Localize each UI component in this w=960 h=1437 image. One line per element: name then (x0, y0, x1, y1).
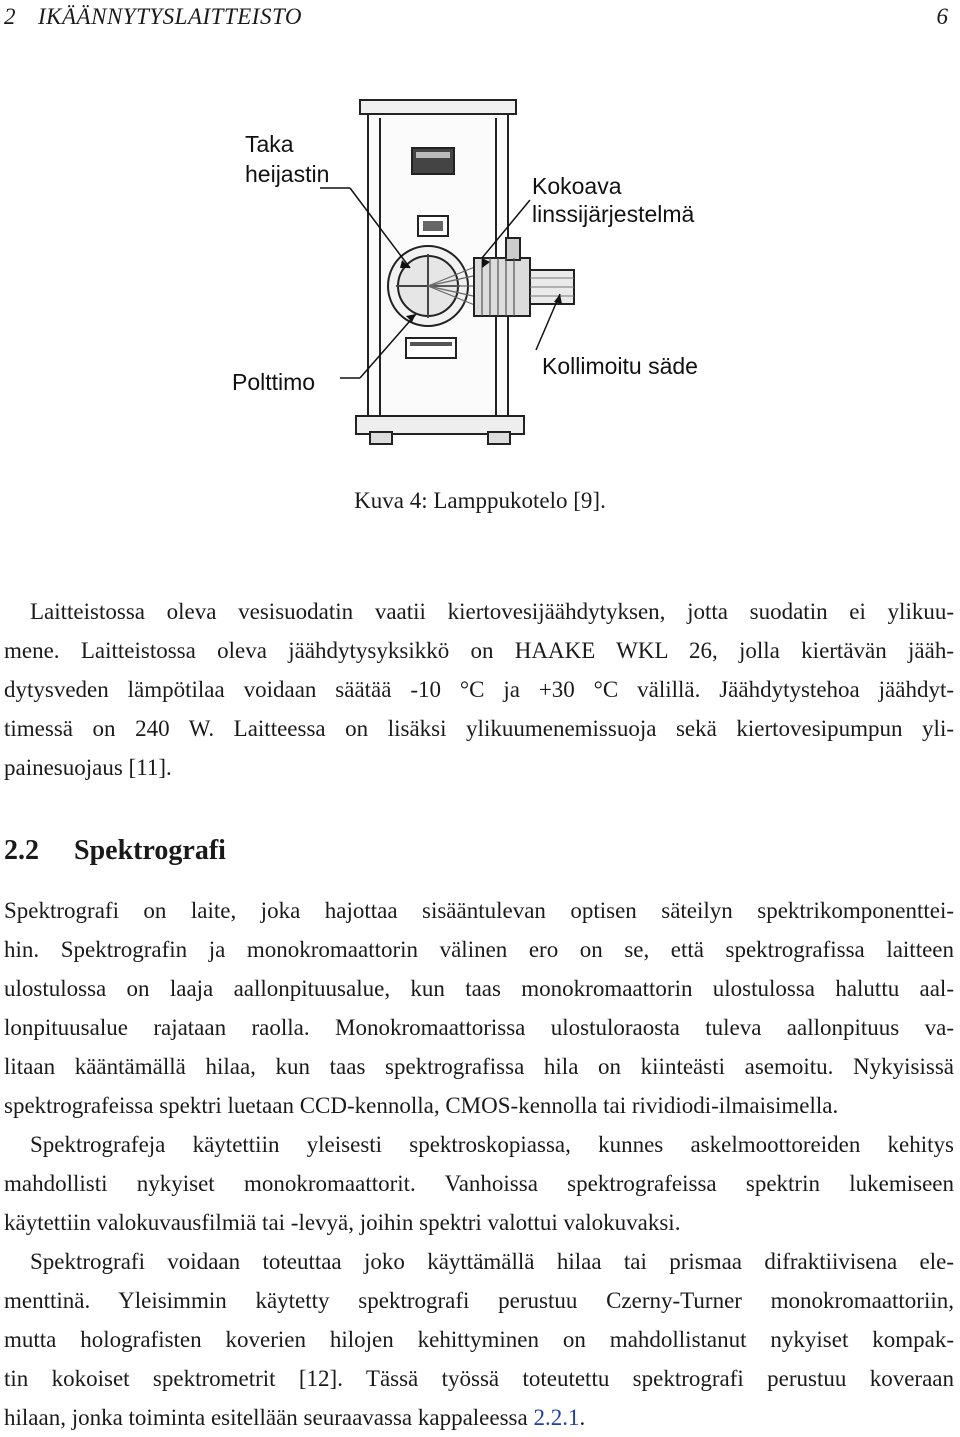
paragraph-cooling (4, 592, 954, 787)
chapter-number: 2 (4, 4, 16, 29)
lamp-housing-figure (220, 88, 740, 458)
text-line: menttinä. Yleisimmin käytetty spektrografi perustuu Czerny-Turner monokromaattoriin, (4, 1288, 954, 1313)
text-line: Spektrografi on laite, joka hajottaa sisääntulevan optisen säteilyn spektrikomponenttei- (4, 898, 954, 923)
lamp-housing-illustration (220, 88, 740, 458)
label-lens-system-1: Kokoava (532, 173, 622, 199)
text-line: dytysveden lämpötilaa voidaan säätää -10 °C ja +30 °C välillä. Jäähdytystehoa jäähdyt- (4, 677, 954, 702)
text-line: Spektrografi voidaan toteuttaa joko käyttämällä hilaa tai prismaa difraktiivisena ele- (30, 1249, 954, 1274)
text-line: mene. Laitteistossa oleva jäähdytysyksikkö on HAAKE WKL 26, jolla kiertävän jääh- (4, 638, 954, 663)
section-number: 2.2 (4, 835, 39, 866)
label-collimated-beam: Kollimoitu säde (542, 353, 698, 379)
text-line: Spektrografeja käytettiin yleisesti spektroskopiassa, kunnes askelmoottoreiden kehitys (30, 1132, 954, 1157)
text-line-with-reference (4, 1398, 954, 1437)
text-line: ulostulossa on laaja aallonpituusalue, kun taas monokromaattorin ulostulossa haluttu aal- (4, 976, 954, 1001)
text-line: lonpituusalue rajataan raolla. Monokromaattorissa ulostuloraosta tuleva aallonpituus va- (4, 1015, 954, 1040)
text-line: timessä on 240 W. Laitteessa on lisäksi ylikuumenemissuoja sekä kiertovesipumpun yli- (4, 716, 954, 741)
text-line: Laitteistossa oleva vesisuodatin vaatii kiertovesijäähdytyksen, jotta suodatin ei ylikuu- (30, 599, 954, 624)
text-line: litaan kääntämällä hilaa, kun taas spektrografissa hila on kiinteästi asemoitu. Nykyisissä (4, 1054, 954, 1079)
section-title: Spektrografi (74, 835, 226, 866)
label-back-reflector-1: Taka (245, 131, 294, 157)
text-fragment: hilaan, jonka toiminta esitellään seuraavassa kappaleessa (4, 1405, 534, 1430)
section-reference-link[interactable]: 2.2.1 (533, 1405, 580, 1430)
text-line: tin kokoiset spektrometrit [12]. Tässä työssä toteutettu spektrografi perustuu koveraan (4, 1366, 954, 1391)
running-header (4, 4, 948, 34)
text-line: mahdollisti nykyiset monokromaattorit. Vanhoissa spektrografeissa spektrin lukemiseen (4, 1171, 954, 1196)
figure-caption: Kuva 4: Lamppukotelo [9]. (354, 488, 606, 513)
text-line: mutta holografisten koverien hilojen kehittyminen on mahdollistanut nykyiset kompak- (4, 1327, 954, 1352)
text-line: hin. Spektrografin ja monokromaattorin välinen ero on se, että spektrografissa laitteen (4, 937, 954, 962)
label-bulb: Polttimo (232, 369, 316, 395)
paragraph-implementation (4, 1242, 954, 1437)
text-line: käytettiin valokuvausfilmiä tai -levyä, joihin spektri valottui valokuvaksi. (4, 1210, 681, 1235)
paragraph-history (4, 1125, 954, 1242)
label-lens-system-2: linssijärjestelmä (532, 201, 695, 227)
text-line: spektrografeissa spektri luetaan CCD-kennolla, CMOS-kennolla tai rividiodi-ilmaisimella. (4, 1093, 839, 1118)
text-fragment: . (579, 1405, 586, 1430)
paragraph-spectrograph-definition (4, 891, 954, 1125)
text-line: painesuojaus [11]. (4, 755, 172, 780)
page-number: 6 (936, 4, 948, 29)
chapter-title: IKÄÄNNYTYSLAITTEISTO (38, 4, 302, 29)
section-heading (4, 835, 226, 867)
label-back-reflector-2: heijastin (245, 161, 330, 187)
